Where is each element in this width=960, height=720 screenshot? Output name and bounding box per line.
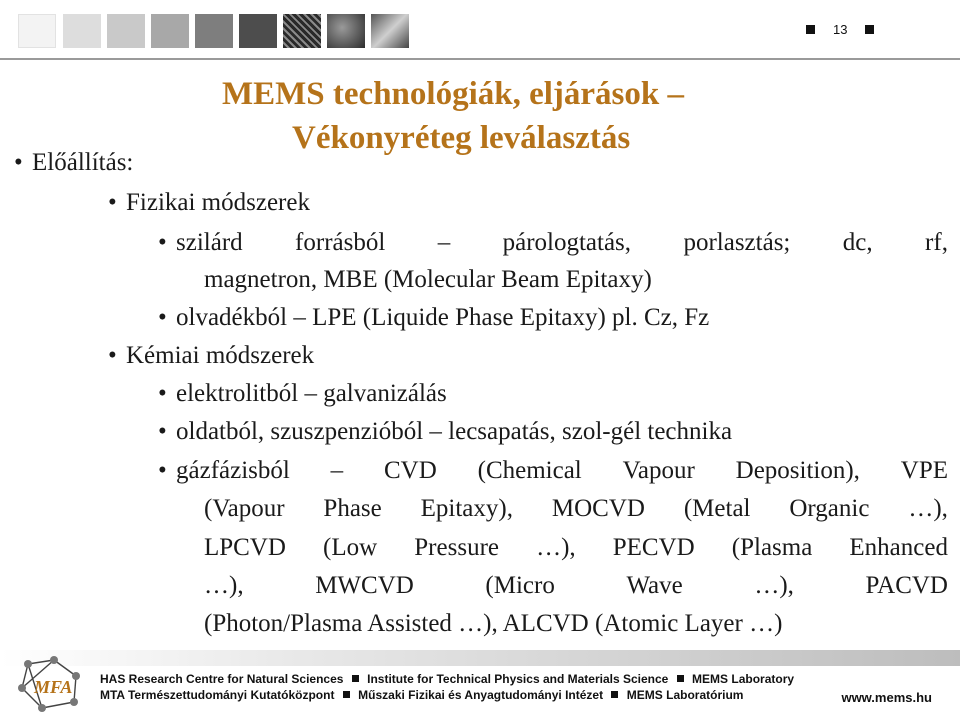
- word: VPE: [900, 457, 948, 484]
- word: Epitaxy),: [420, 495, 513, 522]
- word: Organic: [789, 495, 870, 522]
- word: LPCVD: [204, 534, 286, 561]
- word: (Plasma: [731, 534, 813, 561]
- strip-image-square: [327, 14, 365, 48]
- chemical-item-3-line-3: [204, 535, 948, 560]
- word: Enhanced: [849, 534, 948, 561]
- word: forrásból: [295, 229, 386, 256]
- word: (Chemical: [477, 457, 582, 484]
- square-marker-icon: [806, 25, 815, 34]
- footer-institute: Institute for Technical Physics and Materials Science: [367, 672, 669, 686]
- word: Wave: [626, 572, 683, 599]
- word: MOCVD: [551, 495, 645, 522]
- strip-square: [63, 14, 101, 48]
- footer: [0, 650, 960, 720]
- word: (Vapour: [204, 495, 285, 522]
- footer-line-2: [100, 688, 743, 702]
- word: rf,: [925, 229, 948, 256]
- square-marker-icon: [343, 691, 350, 698]
- chemical-item-3-line-5: (Photon/Plasma Assisted …), ALCVD (Atomic Layer …): [204, 610, 783, 637]
- strip-image-square: [283, 14, 321, 48]
- strip-square: [239, 14, 277, 48]
- bullet-chemical-item-3: [176, 458, 948, 483]
- bullet-chemical-item-2: • oldatból, szuszpenzióból – lecsapatás, szol-gél technika: [176, 419, 732, 444]
- bullet-intro: • Előállítás:: [32, 150, 133, 175]
- svg-text:MFA: MFA: [34, 677, 73, 697]
- footer-lab-hu: MEMS Laboratórium: [626, 688, 744, 702]
- word: • szilárd: [176, 229, 243, 256]
- footer-institute-hu: Műszaki Fizikai és Anyagtudományi Intézet: [358, 688, 604, 702]
- footer-lab: MEMS Laboratory: [692, 672, 795, 686]
- mfa-logo-icon: [14, 654, 86, 716]
- word: …),: [204, 572, 244, 599]
- word: (Micro: [485, 572, 555, 599]
- chemical-item-3-line-2: [204, 496, 948, 521]
- word: –: [437, 229, 451, 256]
- word: MWCVD: [315, 572, 414, 599]
- strip-square: [18, 14, 56, 48]
- header-divider: [0, 58, 960, 60]
- strip-image-square: [371, 14, 409, 48]
- word: Phase: [323, 495, 382, 522]
- footer-url-link[interactable]: www.mems.hu: [841, 690, 932, 705]
- word: Pressure: [414, 534, 499, 561]
- physical-item-1-continuation: magnetron, MBE (Molecular Beam Epitaxy): [204, 266, 652, 293]
- strip-square: [107, 14, 145, 48]
- word: • gázfázisból: [176, 457, 290, 484]
- chemical-item-3-line-4: [204, 573, 948, 598]
- bullet-chemical-heading: • Kémiai módszerek: [126, 343, 314, 368]
- page-number: 13: [833, 22, 848, 37]
- word: …),: [754, 572, 794, 599]
- word: párologtatás,: [502, 229, 632, 256]
- footer-gradient-band: [0, 650, 960, 666]
- bullet-physical-item-2: • olvadékból – LPE (Liquide Phase Epitaxy) pl. Cz, Fz: [176, 305, 709, 330]
- page-number-area: [806, 22, 874, 37]
- word: –: [330, 457, 344, 484]
- square-marker-icon: [865, 25, 874, 34]
- word: Vapour: [622, 457, 695, 484]
- word: …),: [908, 495, 948, 522]
- word: …),: [536, 534, 576, 561]
- bullet-chemical-item-1: • elektrolitból – galvanizálás: [176, 381, 447, 406]
- title-line-2: Vékonyréteg leválasztás: [292, 120, 631, 156]
- word: dc,: [842, 229, 873, 256]
- footer-org-hu: MTA Természettudományi Kutatóközpont: [100, 688, 335, 702]
- footer-org: HAS Research Centre for Natural Sciences: [100, 672, 344, 686]
- bullet-physical-item-1: [176, 230, 948, 255]
- word: PACVD: [865, 572, 948, 599]
- word: porlasztás;: [683, 229, 791, 256]
- strip-square: [151, 14, 189, 48]
- footer-line-1: [100, 672, 794, 686]
- square-marker-icon: [677, 675, 684, 682]
- word: (Metal: [683, 495, 751, 522]
- word: Deposition),: [735, 457, 860, 484]
- strip-square: [195, 14, 233, 48]
- word: CVD: [384, 457, 437, 484]
- title-line-1: MEMS technológiák, eljárások –: [222, 76, 684, 112]
- word: PECVD: [612, 534, 695, 561]
- square-marker-icon: [611, 691, 618, 698]
- bullet-physical-heading: • Fizikai módszerek: [126, 190, 310, 215]
- word: (Low: [323, 534, 378, 561]
- square-marker-icon: [352, 675, 359, 682]
